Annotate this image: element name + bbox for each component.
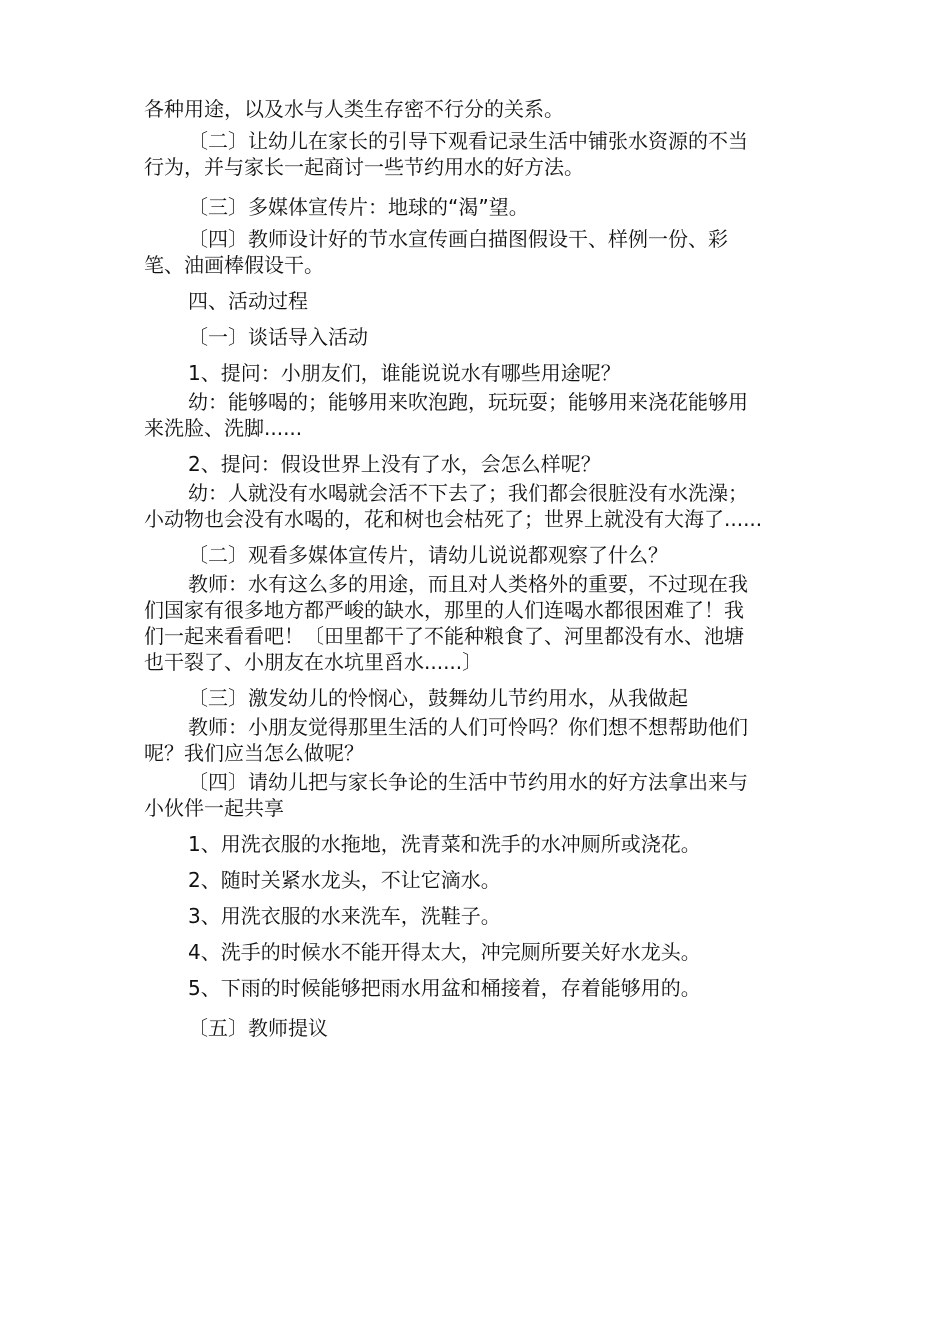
text-line: 幼：人就没有水喝就会活不下去了；我们都会很脏没有水洗澡； — [188, 481, 748, 505]
paragraph-parent-guidance — [144, 128, 804, 180]
subheading-compassion: 〔三〕激发幼儿的怜悯心，鼓舞幼儿节约用水，从我做起 — [188, 686, 688, 710]
text-line: 行为，并与家长一起商讨一些节约用水的好方法。 — [144, 155, 584, 179]
text-line: 小动物也会没有水喝的，花和树也会枯死了；世界上就没有大海了...... — [144, 507, 763, 531]
text-line: 各种用途，以及水与人类生存密不行分的关系。 — [144, 97, 564, 121]
subheading-watch-film: 〔二〕观看多媒体宣传片，请幼儿说说都观察了什么？ — [188, 543, 668, 567]
answer-no-water — [144, 480, 804, 532]
question-no-water: 2、提问：假设世界上没有了水，会怎么样呢？ — [188, 452, 601, 476]
text-line: 〔二〕让幼儿在家长的引导下观看记录生活中铺张水资源的不当 — [188, 129, 748, 153]
text-line: 呢？我们应当怎么做呢？ — [144, 741, 364, 765]
answer-water-uses — [144, 389, 804, 441]
list-item-method-2: 2、随时关紧水龙头，不让它滴水。 — [188, 868, 501, 892]
list-item-method-5: 5、下雨的时候能够把雨水用盆和桶接着，存着能够用的。 — [188, 976, 701, 1000]
subheading-talk-intro: 〔一〕谈话导入活动 — [188, 325, 368, 349]
text-line: 也干裂了、小朋友在水坑里舀水......〕 — [144, 650, 483, 674]
text-line: 笔、油画棒假设干。 — [144, 253, 324, 277]
text-line: 教师：水有这么多的用途，而且对人类格外的重要，不过现在我 — [188, 572, 748, 596]
document-body — [144, 96, 804, 1041]
text-line: 们一起来看看吧！〔田里都干了不能种粮食了、河里都没有水、池塘 — [144, 624, 744, 648]
teacher-talk-help — [144, 714, 804, 766]
text-line: 幼：能够喝的；能够用来吹泡跑，玩玩耍；能够用来浇花能够用 — [188, 390, 748, 414]
section-heading-activity-process: 四、活动过程 — [188, 289, 308, 313]
text-line: 教师：小朋友觉得那里生活的人们可怜吗？你们想不想帮助他们 — [188, 715, 748, 739]
text-line: 〔四〕请幼儿把与家长争论的生活中节约用水的好方法拿出来与 — [188, 770, 748, 794]
subheading-teacher-suggestion: 〔五〕教师提议 — [188, 1016, 328, 1040]
subheading-share-methods — [144, 769, 804, 821]
text-line: 们国家有很多地方都严峻的缺水，那里的人们连喝水都很困难了！我 — [144, 598, 744, 622]
list-item-method-4: 4、洗手的时候水不能开得太大，冲完厕所要关好水龙头。 — [188, 940, 701, 964]
text-line: 来洗脸、洗脚...... — [144, 416, 303, 440]
question-water-uses: 1、提问：小朋友们，谁能说说水有哪些用途呢？ — [188, 361, 621, 385]
paragraph-materials — [144, 226, 804, 278]
teacher-talk-shortage — [144, 571, 804, 675]
list-item-method-3: 3、用洗衣服的水来洗车，洗鞋子。 — [188, 904, 501, 928]
paragraph-media-film: 〔三〕多媒体宣传片：地球的“渴”望。 — [188, 195, 529, 219]
list-item-method-1: 1、用洗衣服的水拖地，洗青菜和洗手的水冲厕所或浇花。 — [188, 832, 701, 856]
text-line: 〔四〕教师设计好的节水宣传画白描图假设干、样例一份、彩 — [188, 227, 728, 251]
text-line: 小伙伴一起共享 — [144, 796, 284, 820]
paragraph-water-uses-end — [144, 96, 804, 122]
